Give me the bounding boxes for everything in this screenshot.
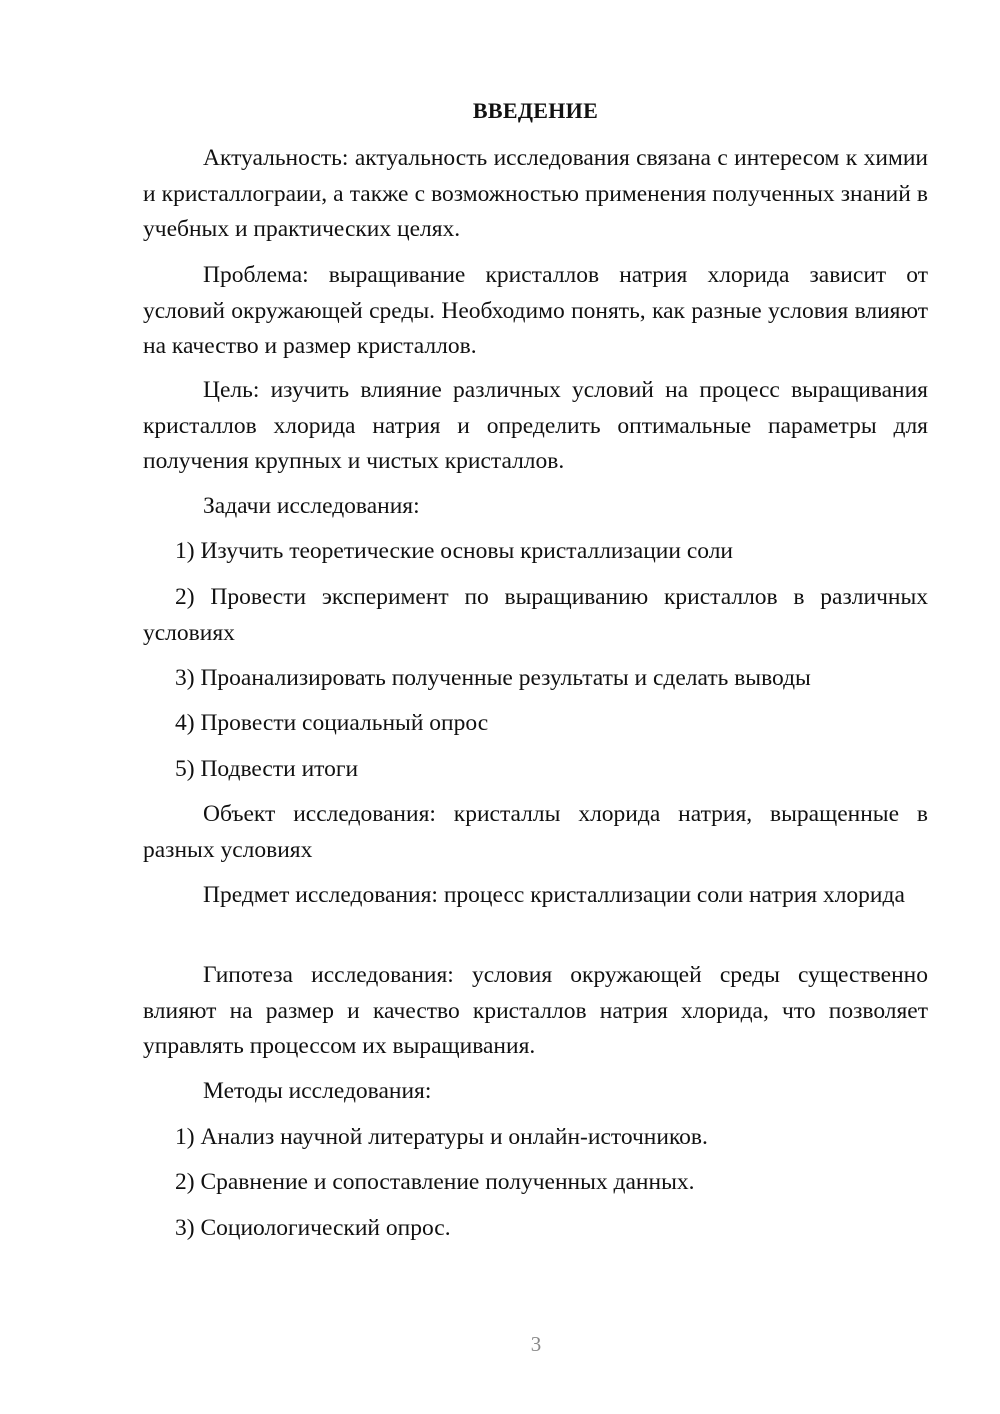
hypothesis-paragraph: Гипотеза исследования: условия окружающей среды существенно влияют на размер и качество кристаллов натрия хлорида, что позволяет управлять процессом их выращивания.: [143, 962, 928, 1059]
problem-paragraph: Проблема: выращивание кристаллов натрия хлорида зависит от условий окружающей среды. Необходимо понять, как разные условия влияют на качество и размер кристаллов.: [143, 262, 928, 359]
subject-paragraph: Предмет исследования: процесс кристаллизации соли натрия хлорида: [203, 882, 905, 908]
task-item: 3) Проанализировать полученные результаты и сделать выводы: [175, 665, 811, 691]
methods-heading: Методы исследования:: [203, 1078, 432, 1104]
page-number: 3: [530, 1332, 542, 1356]
method-item: 1) Анализ научной литературы и онлайн-источников.: [175, 1124, 708, 1150]
page-title: ВВЕДЕНИЕ: [472, 98, 599, 123]
object-paragraph: Объект исследования: кристаллы хлорида натрия, выращенные в разных условиях: [143, 801, 928, 863]
task-item: 4) Провести социальный опрос: [175, 710, 489, 736]
relevance-paragraph: Актуальность: актуальность исследования связана с интересом к химии и кристаллограии, а также с возможностью применения полученных знаний в учебных и практических целях.: [143, 145, 928, 242]
goal-paragraph: Цель: изучить влияние различных условий на процесс выращивания кристаллов хлорида натрия и определить оптимальные параметры для получения крупных и чистых кристаллов.: [143, 377, 928, 474]
tasks-heading: Задачи исследования:: [203, 493, 420, 519]
task-item: 1) Изучить теоретические основы кристаллизации соли: [175, 538, 733, 564]
method-item: 3) Социологический опрос.: [175, 1215, 451, 1241]
task-item: 2) Провести эксперимент по выращиванию кристаллов в различных условиях: [143, 584, 928, 646]
method-item: 2) Сравнение и сопоставление полученных данных.: [175, 1169, 695, 1195]
task-item: 5) Подвести итоги: [175, 756, 359, 782]
